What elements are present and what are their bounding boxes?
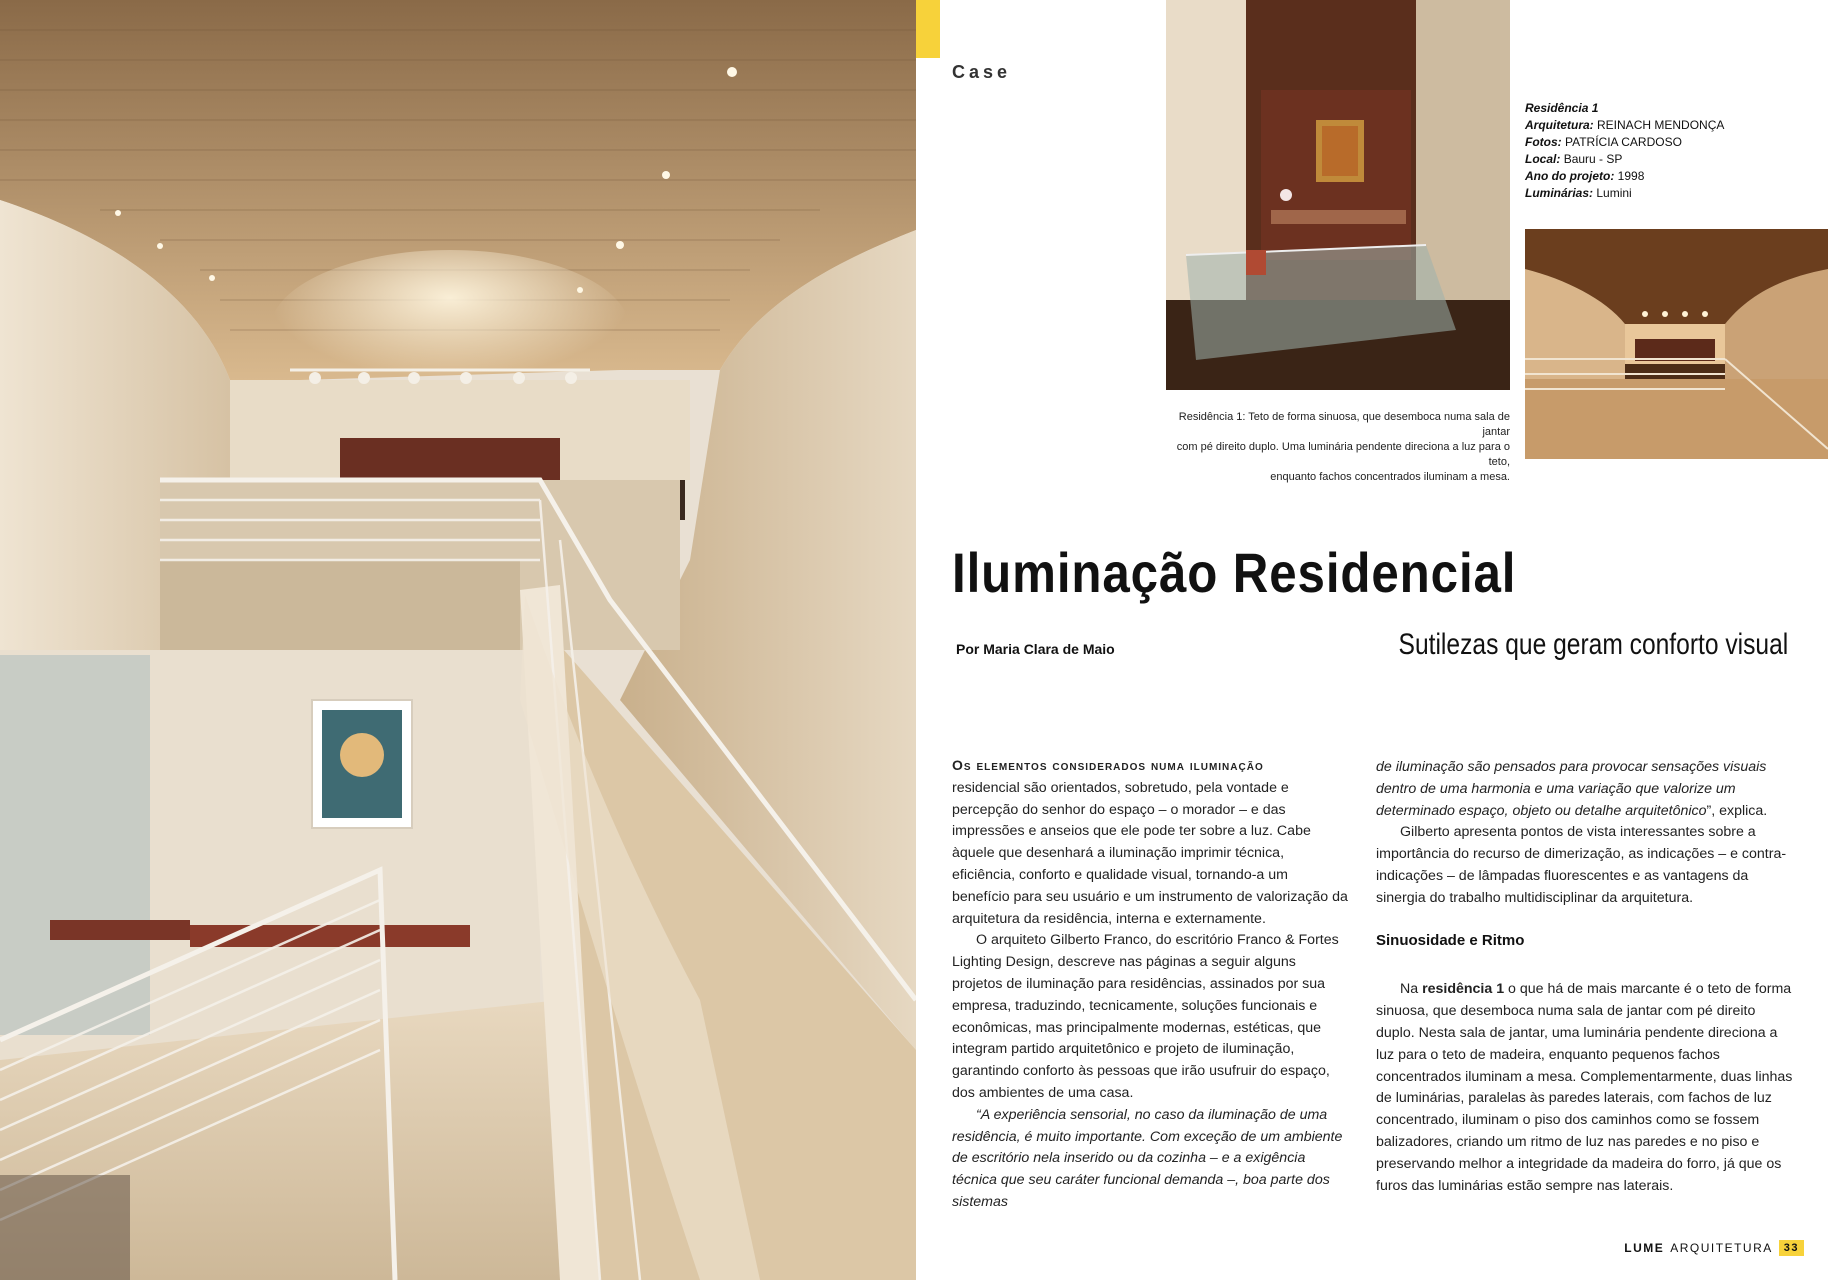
corridor-photo [1525,229,1828,459]
article-subhead: Sutilezas que geram conforto visual [1398,628,1788,661]
project-credits [1525,100,1785,202]
paragraph: Na residência 1 o que há de mais marcante é o teto de forma sinuosa, que desemboca numa sala de jantar com pé direito duplo. Nesta sala de jantar, uma luminária pendente direciona a luz para o teto de madeira, enquanto pequenos fachos concentrados iluminam a mesa. Complementarmente, duas linhas de luminárias, paralelas às paredes laterais, com fachos de luz concentrado, iluminam o piso dos caminhos como se fossem balizadores, criando um ritmo de luz nas paredes e no piso e preservando melhor a integridade da madeira do forro, já que os furos das luminárias estão sempre nas laterais. [1376,981,1793,1194]
credits-row: Arquitetura: REINACH MENDONÇA [1525,118,1725,132]
page-number: 33 [1779,1240,1804,1256]
article-byline: Por Maria Clara de Maio [956,641,1115,657]
section-tab [916,0,940,58]
paragraph-quote: de iluminação são pensados para provocar sensações visuais dentro de uma harmonia e uma variação que valorize um determinado espaço, objeto ou detalhe arquitetônico [1376,759,1767,819]
photo-caption: Residência 1: Teto de forma sinuosa, que desemboca numa sala de jantar com pé direito duplo. Uma luminária pendente direciona a luz para o teto, enquanto fachos concentrados iluminam a mesa. [1176,411,1510,483]
paragraph-quote: “A experiência sensorial, no caso da iluminação de uma residência, é muito importante. Com exceção de um ambiente de escritório nela inserido ou da cozinha – e a exigência técnica que seu caráter funcional demanda –, boa parte dos sistemas [952,1106,1343,1210]
credits-row: Fotos: PATRÍCIA CARDOSO [1525,135,1682,149]
paragraph: residencial são orientados, sobretudo, pela vontade e percepção do senhor do espaço – o morador – e das impressões e anseios que ele pode ter sobre a luz. Cabe àquele que desenhará a iluminação imprimir técnica, eficiência, conforto e qualidade visual, tornando-a um benefício para seu usuário e um instrumento de valorização da arquitetura da residência, interna e externamente. [952,779,1348,927]
article-page [916,0,1828,1280]
credits-title: Residência 1 [1525,101,1599,115]
magazine-brand: LUME [1624,1241,1665,1255]
dining-room-photo [1166,0,1510,390]
magazine-brand-suffix: ARQUITETURA [1670,1241,1773,1255]
lead-in: Os elementos considerados numa iluminação [952,757,1264,773]
article-headline: Iluminação Residencial [952,541,1517,604]
page-footer [1624,1240,1804,1256]
section-label: Case [952,62,1012,82]
article-column-1 [952,755,1348,1214]
credits-row: Luminárias: Lumini [1525,186,1632,200]
credits-row: Local: Bauru - SP [1525,152,1623,166]
paragraph: O arquiteto Gilberto Franco, do escritório Franco & Fortes Lighting Design, descreve nas páginas a seguir alguns projetos de iluminação para residências, assinados por sua empresa, traduzindo, tecnicamente, soluções funcionais e econômicas, mas principalmente modernas, estéticas, que integram partido arquitetônico e projeto de iluminação, garantindo conforto às pessoas que irão usufruir do espaço, dos ambientes de uma casa. [952,932,1339,1101]
section-heading: Sinuosidade e Ritmo [1376,931,1525,949]
credits-row: Ano do projeto: 1998 [1525,169,1645,183]
paragraph: Gilberto apresenta pontos de vista interessantes sobre a importância do recurso de dimerização, as indicações – e contra-indicações – de lâmpadas fluorescentes e as vantagens da sinergia do trabalho multidisciplinar da arquitetura. [1376,824,1787,906]
article-column-2: de iluminação são pensados para provocar sensações visuais dentro de uma harmonia e uma variação que valorize um determinado espaço, objeto ou detalhe arquitetônico”, explica. Gilberto apresenta pontos de vista interessantes sobre a importância do recurso de dimerização, as indicações – e contra-indicações – de lâmpadas fluorescentes e as vantagens da sinergia do trabalho multidisciplinar da arquitetura. Sinuosidade e Ritmo Na residência 1 o que há de mais marcante é o teto de forma sinuosa, que desemboca numa sala de jantar com pé direito duplo. Nesta sala de jantar, uma luminária pendente direciona a luz para o teto de madeira, enquanto pequenos fachos concentrados iluminam a mesa. Complementarmente, duas linhas de luminárias, paralelas às paredes laterais, com fachos de luz concentrado, iluminam o piso dos caminhos como se fossem balizadores, criando um ritmo de luz nas paredes e no piso e preservando melhor a integridade da madeira do forro, já que os furos das luminárias estão sempre nas laterais. [1376,757,1796,1197]
